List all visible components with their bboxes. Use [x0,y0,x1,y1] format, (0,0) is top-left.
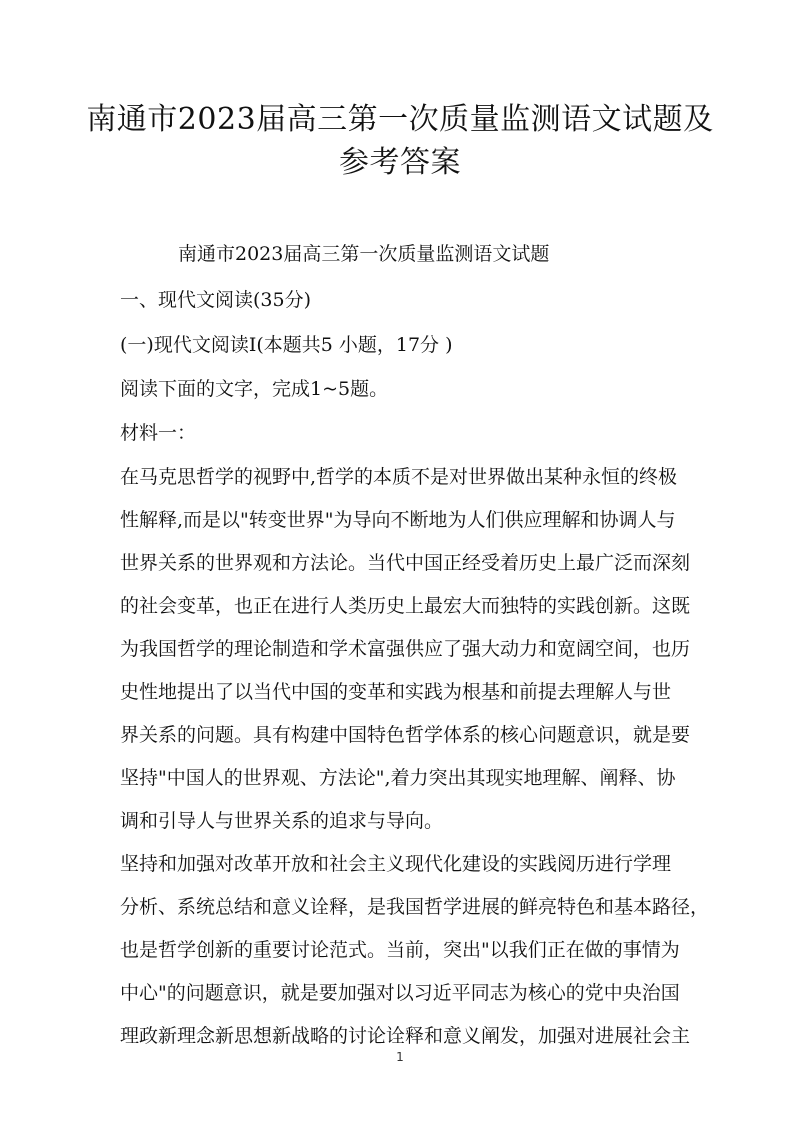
paragraph-line: 在马克思哲学的视野中,哲学的本质不是对世界做出某种永恒的终极 [120,466,678,488]
instruction-text: 阅读下面的文字，完成1~5题。 [120,378,389,400]
paragraph-line: 也是哲学创新的重要讨论范式。当前，突出"以我们正在做的事情为 [120,939,680,961]
paragraph-line: 为我国哲学的理论制造和学术富强供应了强大动力和宽阔空间，也历 [120,638,691,660]
paragraph-line: 调和引导人与世界关系的追求与导向。 [120,810,444,832]
material-label: 材料一： [120,422,197,444]
subsection-heading: (一)现代文阅读Ⅰ(本题共5 小题，17分 ) [120,334,453,356]
document-subtitle: 南通市2023届高三第一次质量监测语文试题 [178,243,550,265]
paragraph-line: 坚持"中国人的世界观、方法论",着力突出其现实地理解、阐释、协 [120,767,676,789]
paragraph-line: 中心"的问题意识，就是要加强对以习近平同志为核心的党中央治国 [120,982,680,1004]
paragraph-line: 坚持和加强对改革开放和社会主义现代化建设的实践阅历进行学理 [120,853,672,875]
paragraph-line: 史性地提出了以当代中国的变革和实践为根基和前提去理解人与世 [120,681,672,703]
paragraph-line: 界关系的问题。具有构建中国特色哲学体系的核心问题意识，就是要 [120,724,691,746]
document-title-line-2: 参考答案 [339,145,461,180]
document-title-line-1: 南通市2023届高三第一次质量监测语文试题及 [86,102,714,137]
paragraph-line: 理政新理念新思想新战略的讨论诠释和意义阐发，加强对进展社会主 [120,1025,691,1047]
paragraph-line: 性解释,而是以"转变世界"为导向不断地为人们供应理解和协调人与 [120,509,676,531]
section-heading: 一、现代文阅读(35分) [120,289,312,311]
paragraph-line: 世界关系的世界观和方法论。当代中国正经受着历史上最广泛而深刻 [120,552,691,574]
paragraph-line: 分析、系统总结和意义诠释，是我国哲学进展的鲜亮特色和基本路径， [120,896,710,918]
paragraph-line: 的社会变革，也正在进行人类历史上最宏大而独特的实践创新。这既 [120,595,691,617]
page-number: 1 [396,1050,404,1064]
